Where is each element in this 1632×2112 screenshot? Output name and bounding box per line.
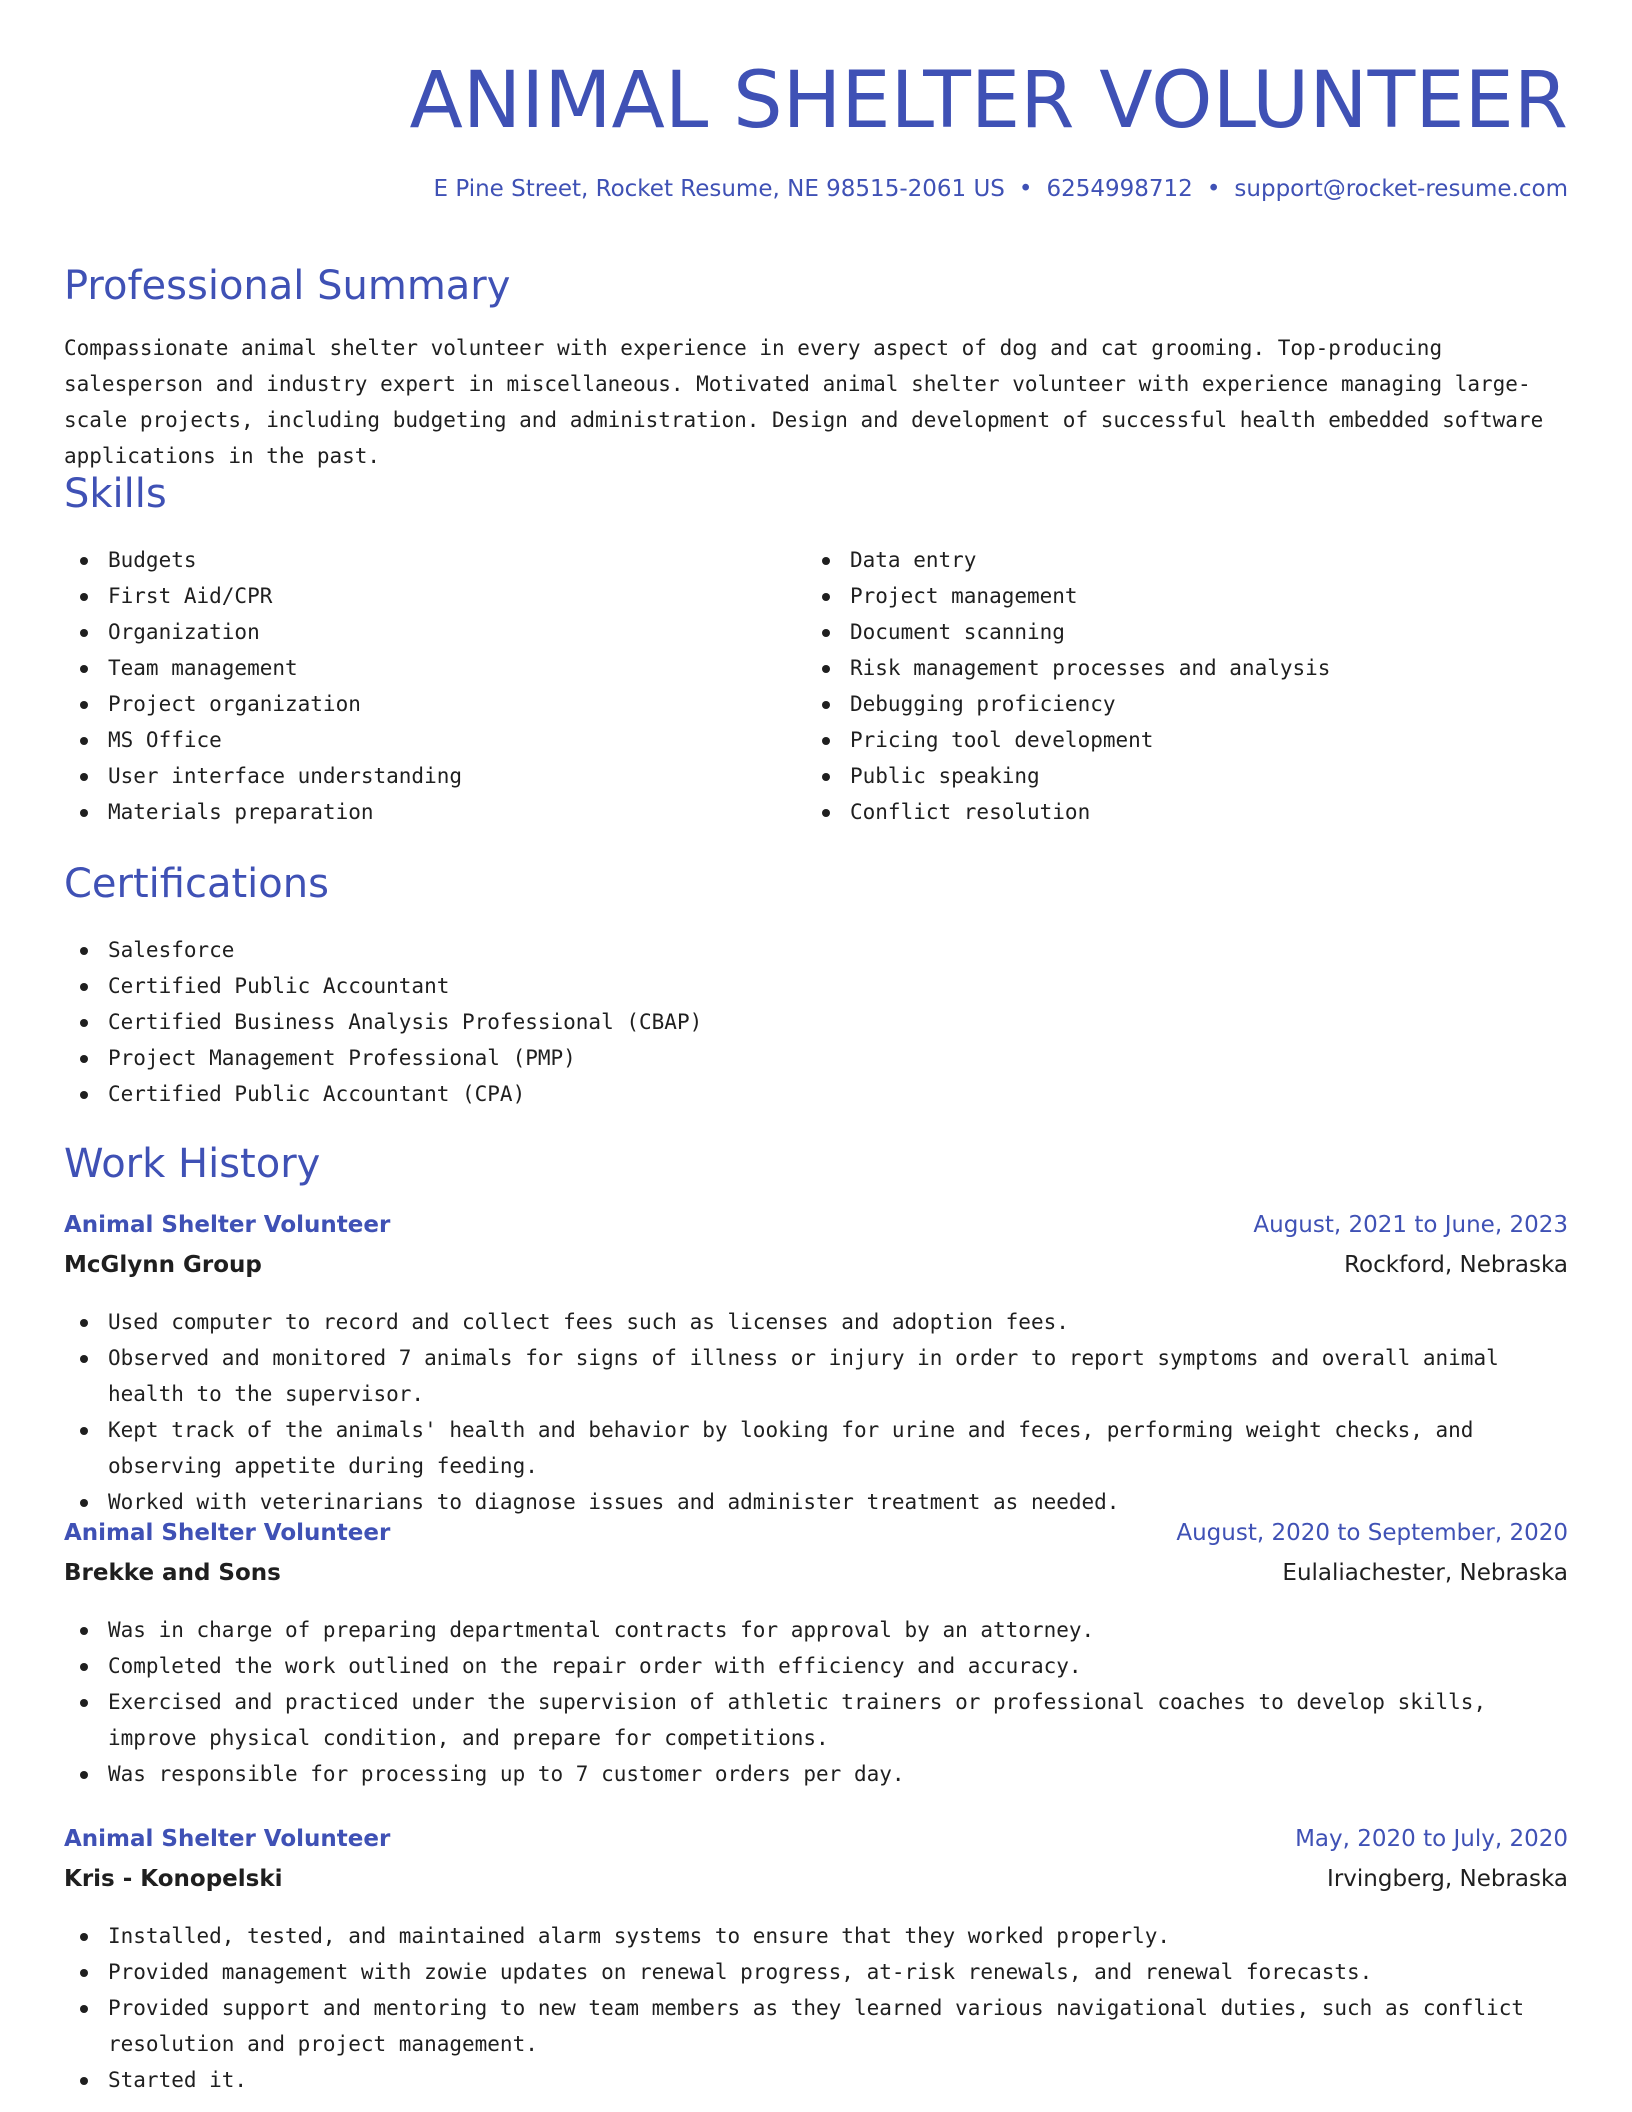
job-bullet: Was in charge of preparing departmental contracts for approval by an attorney. [64, 1612, 1568, 1648]
job-bullet: Exercised and practiced under the supervision of athletic trainers or professional coaches to develop skills, improve physical condition, and prepare for competitions. [64, 1684, 1568, 1756]
job-subheader [64, 1252, 1568, 1292]
job-entry [64, 1212, 1568, 1520]
skill-item: Pricing tool development [806, 722, 1548, 758]
job-header [64, 1520, 1568, 1560]
contact-address: E Pine Street, Rocket Resume, NE 98515-2061 US [433, 176, 1005, 202]
job-location: Rockford, Nebraska [1344, 1252, 1568, 1278]
work-history-section [64, 1140, 1568, 2092]
job-dates: May, 2020 to July, 2020 [1295, 1826, 1568, 1852]
job-bullet: Started it. [64, 2062, 1568, 2098]
job-location: Irvingberg, Nebraska [1327, 1866, 1568, 1892]
skill-item: Budgets [64, 542, 806, 578]
certification-item: Salesforce [64, 932, 1568, 968]
skill-item: Public speaking [806, 758, 1548, 794]
skills-column-left [64, 542, 806, 830]
contact-email: support@rocket-resume.com [1234, 176, 1568, 202]
job-entry [64, 1520, 1568, 1792]
skills-column-right [806, 542, 1548, 830]
job-header [64, 1212, 1568, 1252]
skill-item: Organization [64, 614, 806, 650]
job-bullet: Worked with veterinarians to diagnose issues and administer treatment as needed. [64, 1484, 1568, 1520]
job-bullets [64, 1918, 1568, 2098]
job-title: Animal Shelter Volunteer [64, 1826, 391, 1852]
summary-heading: Professional Summary [64, 263, 511, 309]
summary-text: Compassionate animal shelter volunteer with experience in every aspect of dog and cat grooming. Top-producing salesperson and industry expert in miscellaneous. Motivated animal shelter volunteer with experience managing large-scale projects, including budgeting and administration. Design and development of successful health embedded software applications in the past. [64, 336, 1544, 468]
page-title: ANIMAL SHELTER VOLUNTEER [409, 56, 1568, 146]
skill-item: Team management [64, 650, 806, 686]
certification-item: Certified Public Accountant [64, 968, 1568, 1004]
skill-item: First Aid/CPR [64, 578, 806, 614]
skills-section [64, 470, 1568, 830]
skill-item: Document scanning [806, 614, 1548, 650]
skill-item: Project organization [64, 686, 806, 722]
job-bullet: Observed and monitored 7 animals for signs of illness or injury in order to report symptoms and overall animal health to the supervisor. [64, 1340, 1568, 1412]
skill-item: User interface understanding [64, 758, 806, 794]
skill-item: Data entry [806, 542, 1548, 578]
job-bullets [64, 1612, 1568, 1792]
job-bullet: Completed the work outlined on the repair order with efficiency and accuracy. [64, 1648, 1568, 1684]
job-subheader [64, 1866, 1568, 1906]
skills-list-left [64, 542, 806, 830]
job-bullets [64, 1304, 1568, 1520]
job-dates: August, 2020 to September, 2020 [1176, 1520, 1568, 1546]
job-entry [64, 1826, 1568, 2098]
job-bullet: Installed, tested, and maintained alarm systems to ensure that they worked properly. [64, 1918, 1568, 1954]
contact-separator: • [1206, 176, 1221, 202]
job-header [64, 1826, 1568, 1866]
certification-item: Certified Public Accountant (CPA) [64, 1076, 1568, 1112]
work-history-heading: Work History [64, 1141, 321, 1187]
job-company: Kris - Konopelski [64, 1866, 283, 1892]
skill-item: Debugging proficiency [806, 686, 1548, 722]
job-title: Animal Shelter Volunteer [64, 1520, 391, 1546]
job-company: McGlynn Group [64, 1252, 262, 1278]
certifications-list [64, 932, 1568, 1112]
skill-item: Project management [806, 578, 1548, 614]
certifications-heading: Certifications [64, 861, 329, 907]
contact-line [64, 176, 1568, 204]
job-bullet: Provided support and mentoring to new team members as they learned various navigational duties, such as conflict resolution and project management. [64, 1990, 1568, 2062]
job-bullet: Provided management with zowie updates on renewal progress, at-risk renewals, and renewal forecasts. [64, 1954, 1568, 1990]
skill-item: MS Office [64, 722, 806, 758]
job-bullet: Was responsible for processing up to 7 customer orders per day. [64, 1756, 1568, 1792]
resume-page [64, 0, 1568, 2092]
summary-section [64, 262, 1568, 474]
certification-item: Project Management Professional (PMP) [64, 1040, 1568, 1076]
skill-item: Conflict resolution [806, 794, 1548, 830]
job-bullet: Kept track of the animals' health and behavior by looking for urine and feces, performing weight checks, and observing appetite during feeding. [64, 1412, 1568, 1484]
job-company: Brekke and Sons [64, 1560, 281, 1586]
skills-columns [64, 542, 1568, 830]
contact-phone: 6254998712 [1046, 176, 1193, 202]
contact-separator: • [1018, 176, 1033, 202]
job-dates: August, 2021 to June, 2023 [1253, 1212, 1568, 1238]
skill-item: Materials preparation [64, 794, 806, 830]
certification-item: Certified Business Analysis Professional (CBAP) [64, 1004, 1568, 1040]
skills-list-right [806, 542, 1548, 830]
job-title: Animal Shelter Volunteer [64, 1212, 391, 1238]
skills-heading: Skills [64, 471, 167, 517]
skill-item: Risk management processes and analysis [806, 650, 1548, 686]
job-location: Eulaliachester, Nebraska [1282, 1560, 1568, 1586]
certifications-section [64, 860, 1568, 1112]
job-bullet: Used computer to record and collect fees such as licenses and adoption fees. [64, 1304, 1568, 1340]
job-subheader [64, 1560, 1568, 1600]
